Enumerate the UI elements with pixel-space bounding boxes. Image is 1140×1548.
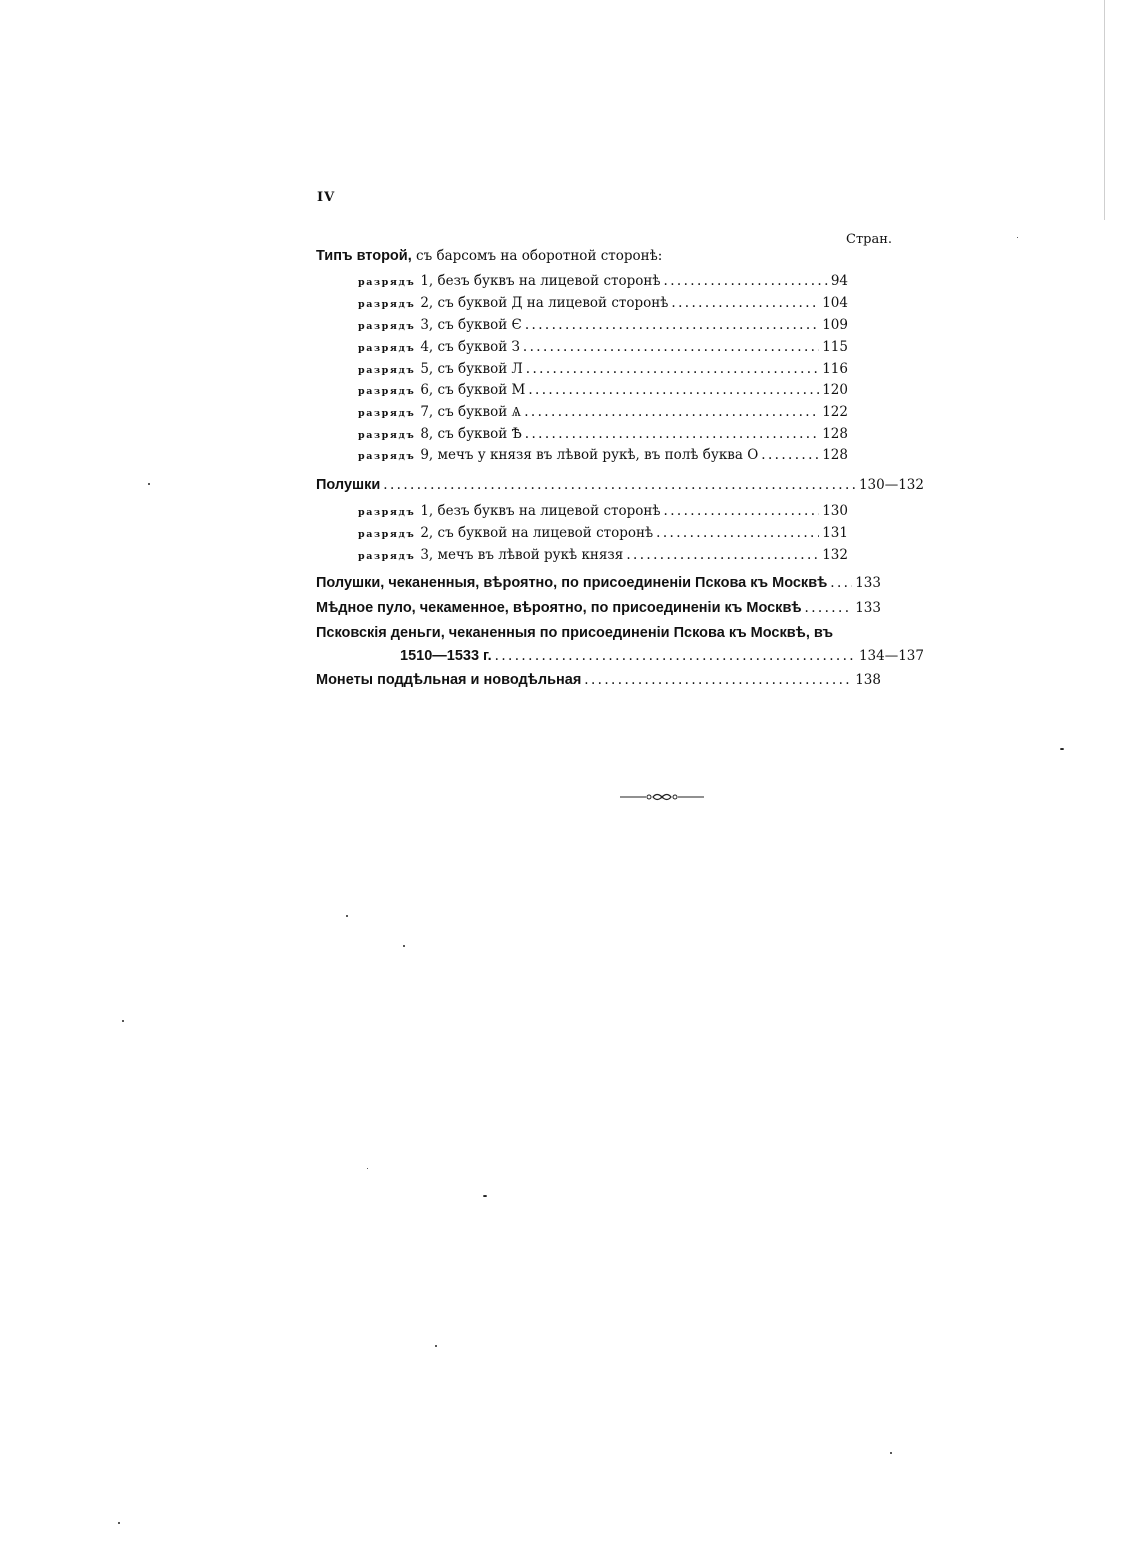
toc-entry-main (316, 598, 881, 618)
dot-leader (523, 337, 819, 357)
entry-page: 134—137 (858, 648, 924, 664)
scan-speck (118, 1522, 120, 1524)
toc-entry (358, 380, 848, 400)
dot-leader (525, 315, 819, 335)
entry-lead: разрядъ (358, 430, 416, 441)
dot-leader (584, 670, 852, 690)
dot-leader (761, 445, 819, 465)
dot-leader (528, 380, 819, 400)
heading-rest: съ барсомъ на оборотной сторонѣ: (411, 248, 663, 264)
toc-entry-main (316, 475, 924, 495)
entry-lead: разрядъ (358, 277, 416, 288)
entry-page: 128 (822, 426, 848, 442)
dot-leader (656, 523, 819, 543)
toc-entry (358, 315, 848, 335)
toc-entry-main (316, 623, 856, 643)
dot-leader (495, 646, 856, 666)
toc-entry (358, 271, 848, 291)
dot-leader (830, 573, 852, 593)
entry-lead: разрядъ (358, 551, 416, 562)
entry-text: 4, съ буквой З (420, 339, 520, 355)
entry-text: 3, съ буквой Є (420, 317, 522, 333)
dot-leader (664, 501, 820, 521)
scan-speck (122, 1020, 124, 1022)
toc-entry (358, 545, 848, 565)
dot-leader (383, 475, 856, 495)
entry-text: 5, съ буквой Л (420, 361, 523, 377)
dot-leader (525, 424, 819, 444)
scan-speck (1017, 237, 1018, 238)
entry-lead: разрядъ (358, 343, 416, 354)
toc-entry-continuation (400, 646, 924, 666)
entry-page: 120 (822, 382, 848, 398)
page-edge-line (1104, 0, 1105, 220)
scan-speck (1060, 748, 1064, 750)
entry-lead: разрядъ (358, 451, 416, 462)
entry-lead: разрядъ (358, 321, 416, 332)
entry-lead: разрядъ (358, 299, 416, 310)
entry-text: 1, безъ буквъ на лицевой сторонѣ (420, 273, 661, 289)
scan-speck (435, 1345, 437, 1347)
entry-page: 122 (822, 404, 848, 420)
entry-text: Мѣдное пуло, чекаменное, вѣроятно, по присоединеніи къ Москвѣ (316, 600, 802, 616)
toc-entry (358, 445, 848, 465)
entry-page: 94 (830, 273, 848, 289)
entry-lead: разрядъ (358, 365, 416, 376)
entry-text: Полушки, чеканенныя, вѣроятно, по присоединеніи Пскова къ Москвѣ (316, 575, 828, 591)
entry-text: 2, съ буквой на лицевой сторонѣ (420, 525, 654, 541)
entry-page: 109 (822, 317, 848, 333)
entry-page: 115 (822, 339, 848, 355)
toc-entry (358, 424, 848, 444)
entry-page: 128 (822, 447, 848, 463)
entry-lead: разрядъ (358, 507, 416, 518)
entry-page: 132 (822, 547, 848, 563)
toc-entry (358, 359, 848, 379)
end-ornament (620, 790, 704, 804)
dot-leader (671, 293, 819, 313)
toc-entry (358, 523, 848, 543)
toc-entry (358, 337, 848, 357)
entry-page: 138 (855, 672, 881, 688)
scan-speck (367, 1168, 368, 1169)
entry-page: 130—132 (858, 477, 924, 493)
page-number: IV (317, 190, 336, 205)
dot-leader (805, 598, 853, 618)
dot-leader (526, 359, 819, 379)
entry-page: 133 (855, 600, 881, 616)
scan-speck (346, 915, 348, 917)
entry-page: 130 (822, 503, 848, 519)
entry-text: 6, съ буквой М (420, 382, 526, 398)
entry-text: 2, съ буквой Д на лицевой сторонѣ (420, 295, 669, 311)
entry-page: 104 (822, 295, 848, 311)
scan-speck (483, 1195, 487, 1197)
entry-page: 131 (822, 525, 848, 541)
toc-entry-main (316, 573, 881, 593)
dot-leader (524, 402, 819, 422)
scan-speck (890, 1452, 892, 1454)
dot-leader (664, 271, 828, 291)
entry-text: 3, мечъ въ лѣвой рукѣ князя (420, 547, 624, 563)
dot-leader (626, 545, 819, 565)
toc-entry (358, 402, 848, 422)
section-heading (316, 245, 662, 265)
page-column-label: Стран. (846, 232, 893, 247)
heading-bold: Типъ второй, (316, 248, 412, 264)
entry-page: 133 (855, 575, 881, 591)
toc-entry-main (316, 670, 881, 690)
entry-text: 8, съ буквой Ѣ (420, 426, 522, 442)
entry-lead: разрядъ (358, 386, 416, 397)
entry-text: Псковскія деньги, чеканенныя по присоединеніи Пскова къ Москвѣ, въ (316, 625, 834, 641)
scan-speck (403, 945, 405, 947)
toc-entry (358, 293, 848, 313)
toc-entry (358, 501, 848, 521)
entry-page: 116 (822, 361, 848, 377)
entry-lead: разрядъ (358, 529, 416, 540)
entry-text: Полушки (316, 477, 381, 493)
entry-lead: разрядъ (358, 408, 416, 419)
entry-text: 9, мечъ у князя въ лѣвой рукѣ, въ полѣ буква О (420, 447, 759, 463)
entry-text: 1, безъ буквъ на лицевой сторонѣ (420, 503, 661, 519)
entry-text: 1510—1533 г. (400, 648, 492, 664)
entry-text: Монеты поддѣльная и новодѣльная (316, 672, 582, 688)
scan-speck (148, 483, 150, 485)
entry-text: 7, съ буквой Ѧ (420, 404, 522, 420)
